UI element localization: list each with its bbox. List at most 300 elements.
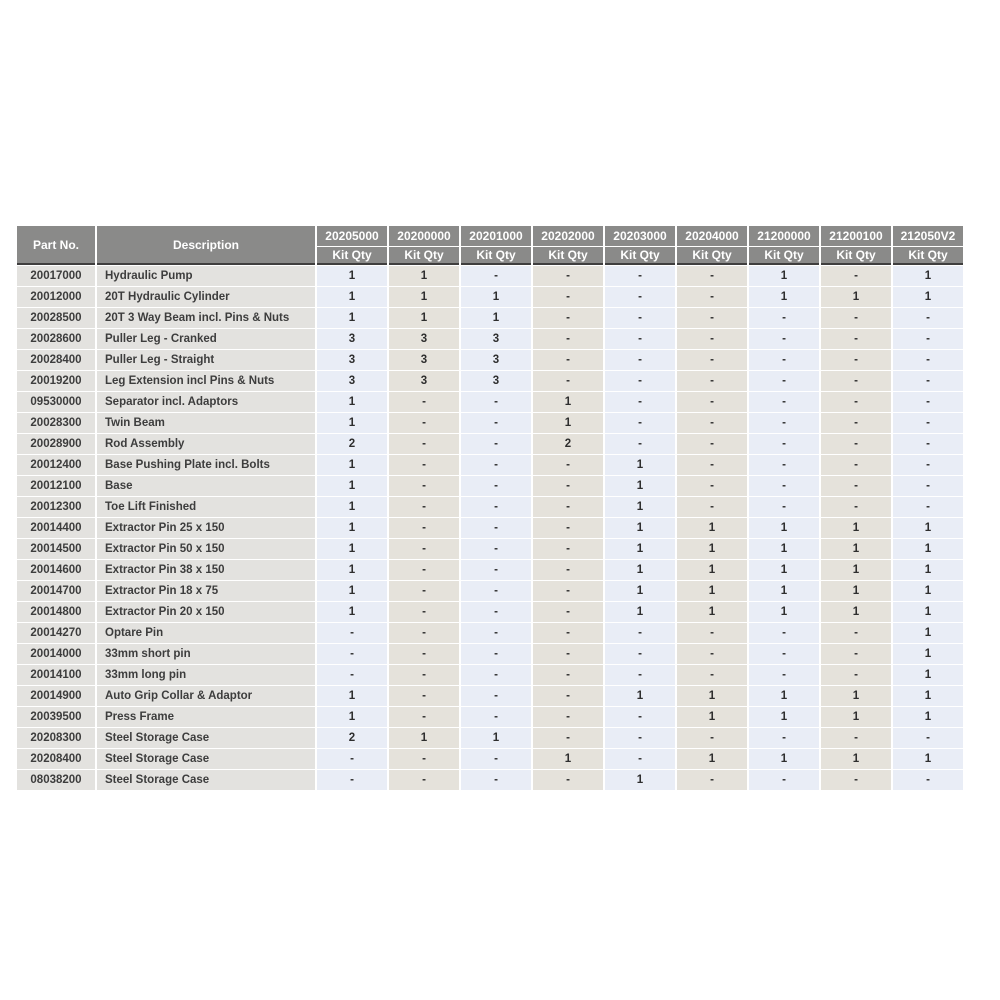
qty-cell: - [533, 560, 603, 580]
table-row [17, 455, 963, 475]
qty-cell: 1 [533, 749, 603, 769]
qty-cell: - [461, 497, 531, 517]
qty-cell: - [461, 623, 531, 643]
qty-cell: - [389, 518, 459, 538]
part-no-cell: 20028600 [17, 329, 95, 349]
qty-cell: - [605, 665, 675, 685]
qty-cell: 1 [605, 770, 675, 790]
part-no-cell: 20014000 [17, 644, 95, 664]
table-row [17, 686, 963, 706]
qty-cell: - [821, 350, 891, 370]
table-row [17, 581, 963, 601]
part-no-cell: 20012400 [17, 455, 95, 475]
qty-cell: 1 [677, 686, 747, 706]
qty-cell: 1 [677, 602, 747, 622]
qty-cell: - [893, 392, 963, 412]
qty-cell: - [893, 497, 963, 517]
qty-cell: - [749, 497, 819, 517]
qty-cell: 1 [893, 707, 963, 727]
qty-cell: 1 [317, 413, 387, 433]
qty-cell: - [749, 392, 819, 412]
qty-cell: 1 [821, 686, 891, 706]
qty-cell: 2 [317, 434, 387, 454]
part-no-cell: 20028500 [17, 308, 95, 328]
qty-cell: 1 [605, 476, 675, 496]
qty-cell: - [821, 371, 891, 391]
qty-cell: - [893, 434, 963, 454]
part-no-cell: 20017000 [17, 266, 95, 286]
qty-cell: - [533, 728, 603, 748]
qty-cell: 1 [749, 602, 819, 622]
table-body [17, 266, 963, 790]
qty-cell: - [461, 434, 531, 454]
qty-cell: 3 [461, 350, 531, 370]
qty-cell: - [893, 350, 963, 370]
description-cell: Base Pushing Plate incl. Bolts [97, 455, 315, 475]
kit-number-header-row [17, 226, 963, 246]
qty-cell: - [317, 770, 387, 790]
qty-cell: 1 [821, 518, 891, 538]
qty-cell: - [533, 287, 603, 307]
qty-cell: - [461, 518, 531, 538]
qty-cell: 1 [893, 665, 963, 685]
qty-cell: - [677, 308, 747, 328]
qty-cell: 1 [677, 560, 747, 580]
table-row [17, 497, 963, 517]
kit-qty-subheader: Kit Qty [893, 247, 963, 265]
qty-cell: - [389, 749, 459, 769]
qty-cell: - [677, 392, 747, 412]
qty-cell: - [749, 623, 819, 643]
qty-cell: - [533, 518, 603, 538]
qty-cell: - [461, 707, 531, 727]
table-row [17, 623, 963, 643]
qty-cell: - [533, 308, 603, 328]
qty-cell: - [605, 287, 675, 307]
description-cell: Toe Lift Finished [97, 497, 315, 517]
qty-cell: - [677, 623, 747, 643]
qty-cell: - [749, 434, 819, 454]
qty-cell: - [893, 728, 963, 748]
qty-cell: 3 [389, 371, 459, 391]
description-cell: Puller Leg - Straight [97, 350, 315, 370]
part-no-cell: 20039500 [17, 707, 95, 727]
qty-cell: - [389, 602, 459, 622]
table-row [17, 392, 963, 412]
table-row [17, 728, 963, 748]
description-cell: Base [97, 476, 315, 496]
qty-cell: 3 [317, 329, 387, 349]
qty-cell: - [749, 665, 819, 685]
qty-cell: - [389, 560, 459, 580]
qty-cell: 1 [677, 539, 747, 559]
qty-cell: - [893, 455, 963, 475]
description-cell: Extractor Pin 50 x 150 [97, 539, 315, 559]
table-row [17, 749, 963, 769]
qty-cell: - [821, 665, 891, 685]
qty-cell: 1 [749, 686, 819, 706]
qty-cell: 1 [749, 581, 819, 601]
qty-cell: - [461, 644, 531, 664]
qty-cell: 1 [605, 497, 675, 517]
kit-qty-subheader: Kit Qty [605, 247, 675, 265]
table-row [17, 770, 963, 790]
qty-cell: 1 [893, 287, 963, 307]
qty-cell: 1 [749, 539, 819, 559]
part-no-cell: 20012000 [17, 287, 95, 307]
qty-cell: - [677, 266, 747, 286]
qty-cell: - [605, 434, 675, 454]
qty-cell: - [605, 707, 675, 727]
qty-cell: - [893, 329, 963, 349]
kit-qty-subheader: Kit Qty [749, 247, 819, 265]
description-cell: Optare Pin [97, 623, 315, 643]
qty-cell: - [749, 455, 819, 475]
qty-cell: - [677, 665, 747, 685]
qty-cell: 1 [677, 518, 747, 538]
qty-cell: - [461, 581, 531, 601]
qty-cell: - [821, 308, 891, 328]
qty-cell: - [461, 686, 531, 706]
table-row [17, 707, 963, 727]
table-row [17, 308, 963, 328]
description-cell: Hydraulic Pump [97, 266, 315, 286]
qty-cell: 2 [317, 728, 387, 748]
qty-cell: 1 [821, 749, 891, 769]
qty-cell: 1 [677, 749, 747, 769]
qty-cell: - [605, 413, 675, 433]
qty-cell: - [605, 371, 675, 391]
qty-cell: - [893, 476, 963, 496]
qty-cell: 1 [389, 308, 459, 328]
kit-column-header-21200000: 21200000 [749, 226, 819, 246]
qty-cell: - [677, 644, 747, 664]
qty-cell: - [389, 539, 459, 559]
qty-cell: - [533, 623, 603, 643]
qty-cell: - [821, 413, 891, 433]
qty-cell: - [533, 644, 603, 664]
qty-cell: - [461, 749, 531, 769]
part-no-cell: 20014400 [17, 518, 95, 538]
description-header: Description [97, 226, 315, 265]
qty-cell: - [461, 539, 531, 559]
qty-cell: - [461, 560, 531, 580]
qty-cell: 1 [821, 602, 891, 622]
table-row [17, 329, 963, 349]
qty-cell: - [749, 728, 819, 748]
kit-column-header-20201000: 20201000 [461, 226, 531, 246]
qty-cell: - [749, 770, 819, 790]
qty-cell: - [821, 770, 891, 790]
qty-cell: - [533, 665, 603, 685]
qty-cell: - [317, 644, 387, 664]
qty-cell: 1 [893, 644, 963, 664]
qty-cell: - [605, 392, 675, 412]
qty-cell: 1 [893, 266, 963, 286]
qty-cell: - [389, 581, 459, 601]
part-no-cell: 20014600 [17, 560, 95, 580]
description-cell: 33mm long pin [97, 665, 315, 685]
kit-column-header-21200100: 21200100 [821, 226, 891, 246]
qty-cell: - [605, 749, 675, 769]
qty-cell: 1 [317, 497, 387, 517]
qty-cell: 1 [317, 455, 387, 475]
qty-cell: 1 [605, 560, 675, 580]
qty-cell: - [605, 308, 675, 328]
qty-cell: 1 [389, 728, 459, 748]
qty-cell: - [461, 476, 531, 496]
qty-cell: - [533, 266, 603, 286]
qty-cell: - [389, 476, 459, 496]
qty-cell: - [461, 602, 531, 622]
description-cell: Rod Assembly [97, 434, 315, 454]
qty-cell: - [677, 287, 747, 307]
qty-cell: - [893, 308, 963, 328]
part-no-cell: 20012100 [17, 476, 95, 496]
qty-cell: 1 [461, 308, 531, 328]
qty-cell: - [605, 266, 675, 286]
qty-cell: 1 [749, 560, 819, 580]
qty-cell: 1 [317, 287, 387, 307]
kit-qty-subheader: Kit Qty [677, 247, 747, 265]
qty-cell: - [317, 665, 387, 685]
qty-cell: 1 [317, 560, 387, 580]
kit-qty-subheader: Kit Qty [317, 247, 387, 265]
kit-column-header-212050V2: 212050V2 [893, 226, 963, 246]
part-no-cell: 20208300 [17, 728, 95, 748]
qty-cell: 1 [605, 602, 675, 622]
qty-cell: 1 [893, 560, 963, 580]
qty-cell: - [605, 329, 675, 349]
qty-cell: 3 [317, 350, 387, 370]
qty-cell: 1 [821, 560, 891, 580]
qty-cell: - [677, 350, 747, 370]
qty-cell: - [461, 266, 531, 286]
qty-cell: 3 [317, 371, 387, 391]
qty-cell: - [533, 602, 603, 622]
qty-cell: 1 [389, 266, 459, 286]
qty-cell: 1 [461, 728, 531, 748]
qty-cell: - [605, 644, 675, 664]
description-cell: 33mm short pin [97, 644, 315, 664]
part-no-cell: 20012300 [17, 497, 95, 517]
qty-cell: - [533, 686, 603, 706]
qty-cell: 1 [533, 392, 603, 412]
qty-cell: 1 [317, 602, 387, 622]
qty-cell: - [389, 686, 459, 706]
qty-cell: 1 [893, 518, 963, 538]
qty-cell: 1 [317, 686, 387, 706]
description-cell: Extractor Pin 20 x 150 [97, 602, 315, 622]
part-no-cell: 08038200 [17, 770, 95, 790]
table-row [17, 266, 963, 286]
table-header [17, 226, 963, 265]
qty-cell: - [677, 371, 747, 391]
qty-cell: 1 [677, 581, 747, 601]
qty-cell: 3 [389, 350, 459, 370]
qty-cell: - [461, 455, 531, 475]
qty-cell: 1 [533, 413, 603, 433]
qty-cell: 1 [821, 539, 891, 559]
qty-cell: - [389, 413, 459, 433]
description-cell: Steel Storage Case [97, 770, 315, 790]
qty-cell: 1 [317, 707, 387, 727]
description-cell: Separator incl. Adaptors [97, 392, 315, 412]
qty-cell: - [821, 623, 891, 643]
qty-cell: 1 [893, 686, 963, 706]
part-no-cell: 20014800 [17, 602, 95, 622]
description-cell: Auto Grip Collar & Adaptor [97, 686, 315, 706]
qty-cell: - [821, 476, 891, 496]
table-row [17, 434, 963, 454]
table-row [17, 413, 963, 433]
qty-cell: - [749, 476, 819, 496]
qty-cell: 1 [749, 287, 819, 307]
qty-cell: - [533, 581, 603, 601]
table-row [17, 560, 963, 580]
qty-cell: - [821, 266, 891, 286]
qty-cell: 1 [605, 518, 675, 538]
qty-cell: - [677, 497, 747, 517]
part-no-cell: 20014500 [17, 539, 95, 559]
qty-cell: - [677, 413, 747, 433]
kit-qty-subheader: Kit Qty [389, 247, 459, 265]
qty-cell: - [389, 434, 459, 454]
description-cell: Press Frame [97, 707, 315, 727]
qty-cell: - [533, 770, 603, 790]
qty-cell: - [749, 329, 819, 349]
qty-cell: - [893, 770, 963, 790]
qty-cell: - [821, 455, 891, 475]
qty-cell: - [893, 413, 963, 433]
qty-cell: 2 [533, 434, 603, 454]
qty-cell: - [677, 770, 747, 790]
qty-cell: 3 [461, 371, 531, 391]
part-no-cell: 20019200 [17, 371, 95, 391]
qty-cell: 1 [749, 266, 819, 286]
description-cell: 20T Hydraulic Cylinder [97, 287, 315, 307]
qty-cell: - [533, 329, 603, 349]
qty-cell: - [749, 308, 819, 328]
description-cell: Extractor Pin 38 x 150 [97, 560, 315, 580]
qty-cell: - [533, 707, 603, 727]
qty-cell: - [389, 455, 459, 475]
table-row [17, 539, 963, 559]
qty-cell: 1 [317, 266, 387, 286]
kit-column-header-20202000: 20202000 [533, 226, 603, 246]
description-cell: Steel Storage Case [97, 728, 315, 748]
qty-cell: - [461, 665, 531, 685]
kit-column-header-20200000: 20200000 [389, 226, 459, 246]
part-no-header: Part No. [17, 226, 95, 265]
qty-cell: - [533, 497, 603, 517]
qty-cell: - [749, 644, 819, 664]
kit-qty-subheader: Kit Qty [821, 247, 891, 265]
qty-cell: - [389, 770, 459, 790]
qty-cell: - [821, 392, 891, 412]
qty-cell: - [533, 455, 603, 475]
qty-cell: - [677, 455, 747, 475]
qty-cell: 1 [749, 518, 819, 538]
qty-cell: - [749, 413, 819, 433]
qty-cell: - [389, 497, 459, 517]
qty-cell: 1 [821, 581, 891, 601]
table-row [17, 644, 963, 664]
qty-cell: - [389, 623, 459, 643]
qty-cell: - [821, 329, 891, 349]
qty-cell: - [821, 434, 891, 454]
qty-cell: - [821, 728, 891, 748]
kit-qty-subheader: Kit Qty [461, 247, 531, 265]
qty-cell: - [389, 644, 459, 664]
qty-cell: 1 [389, 287, 459, 307]
qty-cell: - [605, 623, 675, 643]
qty-cell: - [605, 728, 675, 748]
qty-cell: 1 [605, 539, 675, 559]
qty-cell: 1 [893, 623, 963, 643]
qty-cell: 1 [749, 707, 819, 727]
qty-cell: - [461, 392, 531, 412]
part-no-cell: 09530000 [17, 392, 95, 412]
qty-cell: - [317, 623, 387, 643]
qty-cell: 1 [749, 749, 819, 769]
part-no-cell: 20014900 [17, 686, 95, 706]
qty-cell: - [677, 329, 747, 349]
qty-cell: 1 [317, 539, 387, 559]
qty-cell: 1 [605, 686, 675, 706]
qty-cell: 1 [893, 749, 963, 769]
qty-cell: 1 [317, 476, 387, 496]
parts-kit-table [15, 225, 965, 791]
description-cell: Twin Beam [97, 413, 315, 433]
qty-cell: 3 [389, 329, 459, 349]
qty-cell: - [317, 749, 387, 769]
qty-cell: - [533, 350, 603, 370]
part-no-cell: 20028300 [17, 413, 95, 433]
table-row [17, 350, 963, 370]
qty-cell: - [749, 350, 819, 370]
table-row [17, 518, 963, 538]
table-row [17, 287, 963, 307]
qty-cell: - [749, 371, 819, 391]
kit-column-header-20203000: 20203000 [605, 226, 675, 246]
table-row [17, 602, 963, 622]
qty-cell: 1 [821, 707, 891, 727]
qty-cell: - [533, 539, 603, 559]
part-no-cell: 20014100 [17, 665, 95, 685]
qty-cell: 1 [677, 707, 747, 727]
qty-cell: 1 [821, 287, 891, 307]
qty-cell: - [389, 707, 459, 727]
kit-qty-subheader: Kit Qty [533, 247, 603, 265]
description-cell: Steel Storage Case [97, 749, 315, 769]
part-no-cell: 20028900 [17, 434, 95, 454]
part-no-cell: 20028400 [17, 350, 95, 370]
qty-cell: 1 [893, 602, 963, 622]
qty-cell: 1 [893, 581, 963, 601]
qty-cell: - [389, 392, 459, 412]
qty-cell: - [533, 476, 603, 496]
description-cell: Leg Extension incl Pins & Nuts [97, 371, 315, 391]
qty-cell: - [389, 665, 459, 685]
qty-cell: - [677, 476, 747, 496]
qty-cell: - [821, 644, 891, 664]
qty-cell: - [821, 497, 891, 517]
qty-cell: 1 [317, 518, 387, 538]
qty-cell: - [533, 371, 603, 391]
qty-cell: - [461, 770, 531, 790]
qty-cell: 1 [461, 287, 531, 307]
